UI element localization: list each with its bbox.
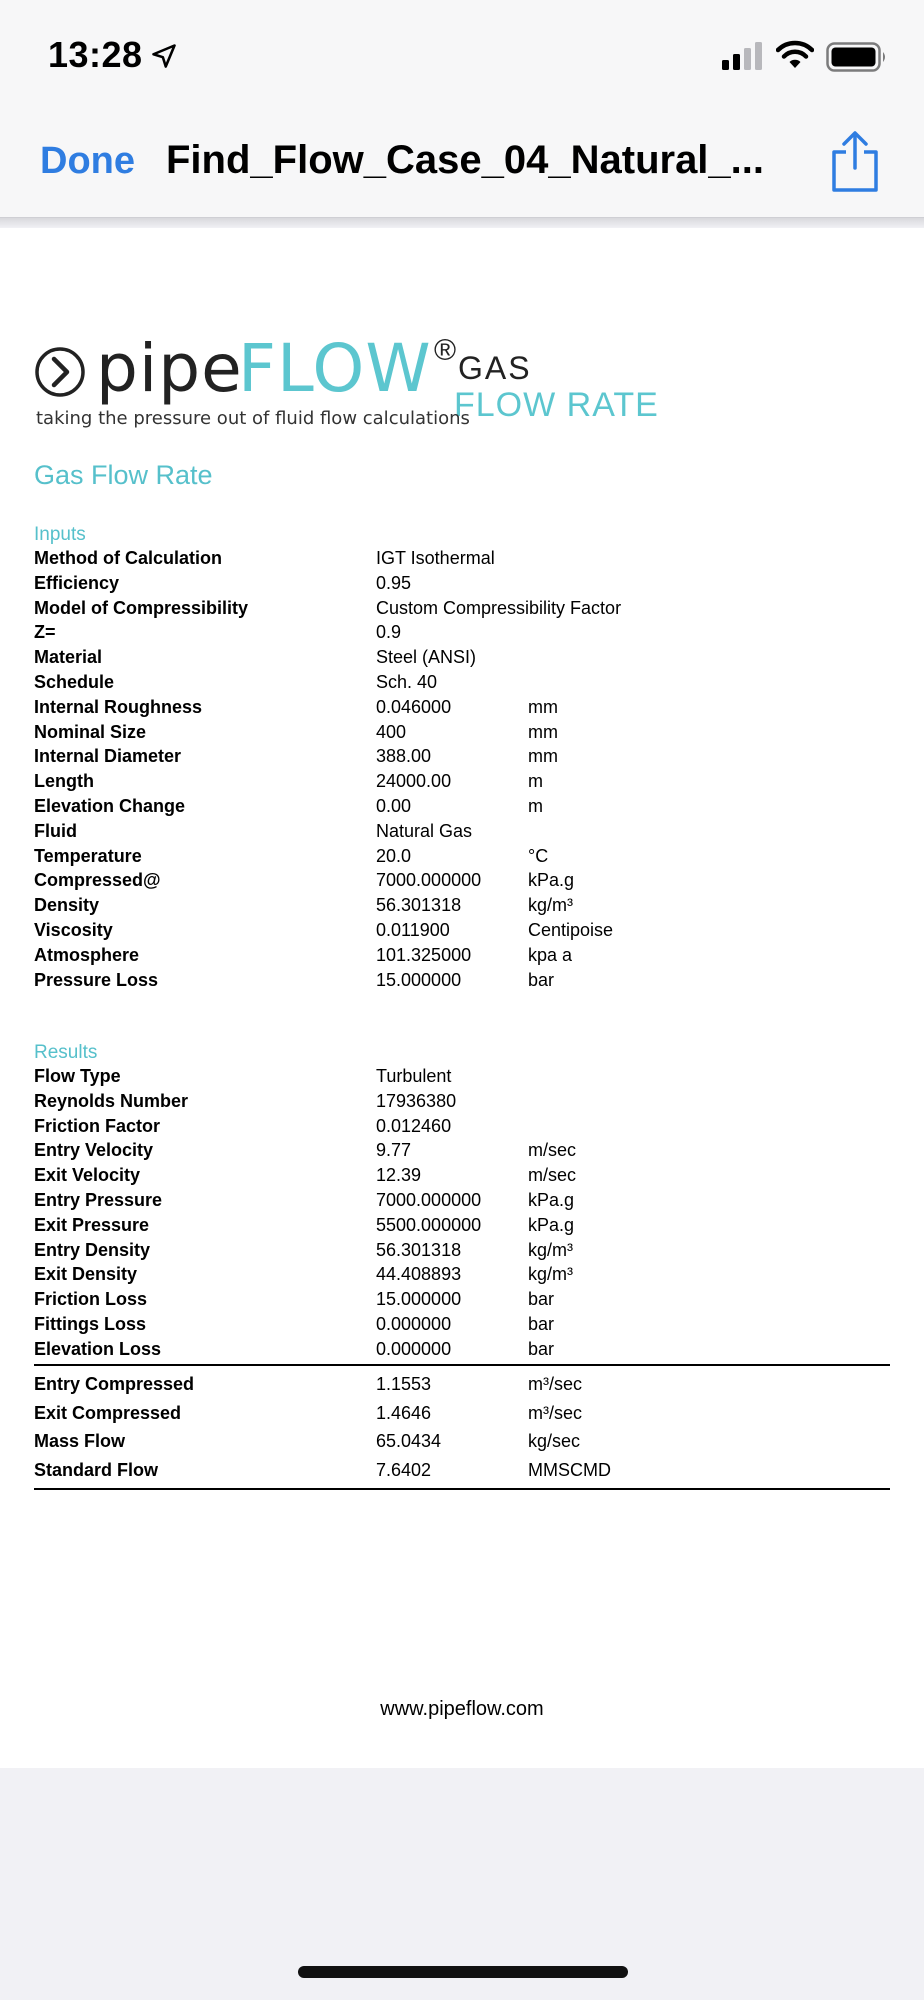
row-value: 56.301318 xyxy=(376,895,462,916)
row-value: Steel (ANSI) xyxy=(376,647,477,668)
row-value: 1.1553 xyxy=(376,1374,432,1394)
results-table xyxy=(34,1064,890,1362)
row-value: 9.77 xyxy=(376,1140,412,1161)
table-row xyxy=(34,645,890,670)
row-unit: kPa.g xyxy=(528,870,575,891)
row-label: Density xyxy=(34,895,100,916)
table-row xyxy=(34,695,890,720)
row-unit: Centipoise xyxy=(528,919,614,940)
row-label: Compressed@ xyxy=(34,870,161,891)
row-label: Standard Flow xyxy=(34,1459,159,1480)
row-label: Entry Density xyxy=(34,1239,151,1260)
row-label: Method of Calculation xyxy=(34,548,222,568)
row-value: 0.9 xyxy=(376,622,402,643)
row-value: 7000.000000 xyxy=(376,1189,482,1210)
table-row xyxy=(34,720,890,745)
row-label: Exit Compressed xyxy=(34,1402,182,1423)
row-value: 0.011900 xyxy=(376,919,450,940)
row-label: Nominal Size xyxy=(34,721,147,742)
table-row xyxy=(34,670,890,695)
table-row xyxy=(34,1427,890,1456)
table-row xyxy=(34,943,890,968)
table-row xyxy=(34,819,890,844)
row-unit: m³/sec xyxy=(528,1374,582,1394)
table-row xyxy=(34,794,890,819)
row-value: Sch. 40 xyxy=(376,671,438,692)
row-label: Friction Factor xyxy=(34,1115,161,1136)
done-button[interactable]: Done xyxy=(40,140,135,182)
logo-tagline: taking the pressure out of fluid flow calculations xyxy=(36,408,470,429)
table-row xyxy=(34,596,890,621)
row-label: Atmosphere xyxy=(34,944,140,965)
table-row xyxy=(34,1114,890,1139)
table-row xyxy=(34,868,890,893)
row-label: Z= xyxy=(34,622,56,643)
status-bar xyxy=(0,0,924,110)
row-label: Entry Pressure xyxy=(34,1189,163,1210)
row-label: Flow Type xyxy=(34,1066,121,1086)
row-value: 0.012460 xyxy=(376,1115,452,1136)
row-value: 0.046000 xyxy=(376,696,452,717)
row-unit: mm xyxy=(528,696,558,717)
row-value: Natural Gas xyxy=(376,820,473,841)
row-label: Material xyxy=(34,647,103,668)
table-row xyxy=(34,1287,890,1312)
row-unit: kpa a xyxy=(528,944,573,965)
row-label: Length xyxy=(34,771,94,792)
row-label: Friction Loss xyxy=(34,1289,148,1310)
logo-flow-text: FLOW xyxy=(238,330,432,407)
row-label: Mass Flow xyxy=(34,1431,126,1451)
inputs-table xyxy=(34,546,890,992)
table-row xyxy=(34,1312,890,1337)
share-icon[interactable] xyxy=(828,130,882,199)
table-row xyxy=(34,1399,890,1428)
logo-pipe-text: pipe xyxy=(96,330,243,407)
row-unit: °C xyxy=(528,845,549,866)
row-unit: kg/m³ xyxy=(528,1264,573,1285)
row-label: Reynolds Number xyxy=(34,1090,189,1111)
row-label: Pressure Loss xyxy=(34,969,159,990)
row-unit: kg/sec xyxy=(528,1431,581,1451)
table-row xyxy=(34,1213,890,1238)
row-unit: m xyxy=(528,771,543,792)
document-page xyxy=(0,228,924,1768)
table-row xyxy=(34,620,890,645)
row-label: Model of Compressibility xyxy=(34,597,249,618)
logo-flow-rate-text: FLOW RATE xyxy=(454,386,659,424)
row-value: 0.95 xyxy=(376,572,412,593)
inputs-section-label: Inputs xyxy=(34,524,86,545)
table-row xyxy=(34,744,890,769)
row-value: 17936380 xyxy=(376,1090,457,1111)
cellular-signal-icon xyxy=(722,42,766,75)
row-unit: bar xyxy=(528,1338,555,1359)
row-value: 20.0 xyxy=(376,845,412,866)
table-row xyxy=(34,1456,890,1485)
row-label: Entry Compressed xyxy=(34,1374,195,1394)
table-row xyxy=(34,1064,890,1089)
row-value: 0.000000 xyxy=(376,1313,452,1334)
table-row xyxy=(34,1262,890,1287)
row-unit: bar xyxy=(528,1313,555,1334)
row-value: 1.4646 xyxy=(376,1402,432,1423)
row-label: Entry Velocity xyxy=(34,1140,154,1161)
row-unit: bar xyxy=(528,969,555,990)
row-label: Exit Density xyxy=(34,1264,138,1285)
table-row xyxy=(34,769,890,794)
chevron-circle-icon xyxy=(34,346,86,398)
row-value: 24000.00 xyxy=(376,771,452,792)
row-label: Viscosity xyxy=(34,919,113,940)
row-label: Elevation Loss xyxy=(34,1338,162,1359)
row-unit: bar xyxy=(528,1289,555,1310)
pipeflow-logo xyxy=(34,330,694,466)
status-time: 13:28 xyxy=(48,34,143,75)
results-section-label: Results xyxy=(34,1042,98,1063)
row-value: 65.0434 xyxy=(376,1431,442,1451)
table-row xyxy=(34,1370,890,1399)
row-unit: m³/sec xyxy=(528,1402,582,1423)
row-value: IGT Isothermal xyxy=(376,548,495,568)
row-unit: m xyxy=(528,795,543,816)
row-value: 388.00 xyxy=(376,746,432,767)
row-unit: MMSCMD xyxy=(528,1459,611,1480)
row-value: 44.408893 xyxy=(376,1264,462,1285)
table-row xyxy=(34,1188,890,1213)
row-value: 101.325000 xyxy=(376,944,472,965)
table-row xyxy=(34,1337,890,1362)
row-label: Fittings Loss xyxy=(34,1313,146,1334)
table-row xyxy=(34,1163,890,1188)
row-value: 400 xyxy=(376,721,407,742)
table-row xyxy=(34,918,890,943)
row-label: Efficiency xyxy=(34,572,120,593)
battery-icon xyxy=(826,42,888,77)
row-label: Internal Roughness xyxy=(34,696,203,717)
row-value: 15.000000 xyxy=(376,1289,462,1310)
row-label: Schedule xyxy=(34,671,115,692)
row-value: Turbulent xyxy=(376,1066,452,1086)
footer-url[interactable]: www.pipeflow.com xyxy=(380,1698,544,1720)
row-label: Internal Diameter xyxy=(34,746,182,767)
table-row xyxy=(34,571,890,596)
row-value: 12.39 xyxy=(376,1165,422,1186)
row-value: 7000.000000 xyxy=(376,870,482,891)
row-unit: mm xyxy=(528,746,558,767)
row-unit: kg/m³ xyxy=(528,1239,573,1260)
row-label: Temperature xyxy=(34,845,142,866)
row-label: Exit Velocity xyxy=(34,1165,141,1186)
table-row xyxy=(34,893,890,918)
row-value: Custom Compressibility Factor xyxy=(376,597,622,618)
document-title: Find_Flow_Case_04_Natural_... xyxy=(166,138,765,182)
row-value: 7.6402 xyxy=(376,1459,432,1480)
summary-table xyxy=(34,1364,890,1490)
row-value: 0.00 xyxy=(376,795,412,816)
table-row xyxy=(34,1238,890,1263)
wifi-icon xyxy=(776,40,814,75)
row-unit: mm xyxy=(528,721,558,742)
row-label: Exit Pressure xyxy=(34,1214,150,1235)
row-value: 15.000000 xyxy=(376,969,462,990)
row-value: 0.000000 xyxy=(376,1338,452,1359)
table-row xyxy=(34,968,890,993)
row-unit: m/sec xyxy=(528,1140,577,1161)
nav-divider xyxy=(0,218,924,228)
row-label: Fluid xyxy=(34,820,77,841)
row-value: 56.301318 xyxy=(376,1239,462,1260)
row-unit: kPa.g xyxy=(528,1214,575,1235)
table-row xyxy=(34,1138,890,1163)
table-row xyxy=(34,1089,890,1114)
report-title: Gas Flow Rate xyxy=(34,460,213,490)
row-label: Elevation Change xyxy=(34,795,186,816)
row-unit: m/sec xyxy=(528,1165,577,1186)
home-indicator[interactable] xyxy=(298,1966,628,1978)
logo-registered-mark: ® xyxy=(434,334,457,367)
table-row xyxy=(34,844,890,869)
logo-gas-text: GAS xyxy=(458,350,532,386)
row-value: 5500.000000 xyxy=(376,1214,482,1235)
location-arrow-icon xyxy=(150,42,178,75)
row-unit: kg/m³ xyxy=(528,895,573,916)
row-unit: kPa.g xyxy=(528,1189,575,1210)
table-row xyxy=(34,546,890,571)
navigation-bar xyxy=(0,110,924,218)
